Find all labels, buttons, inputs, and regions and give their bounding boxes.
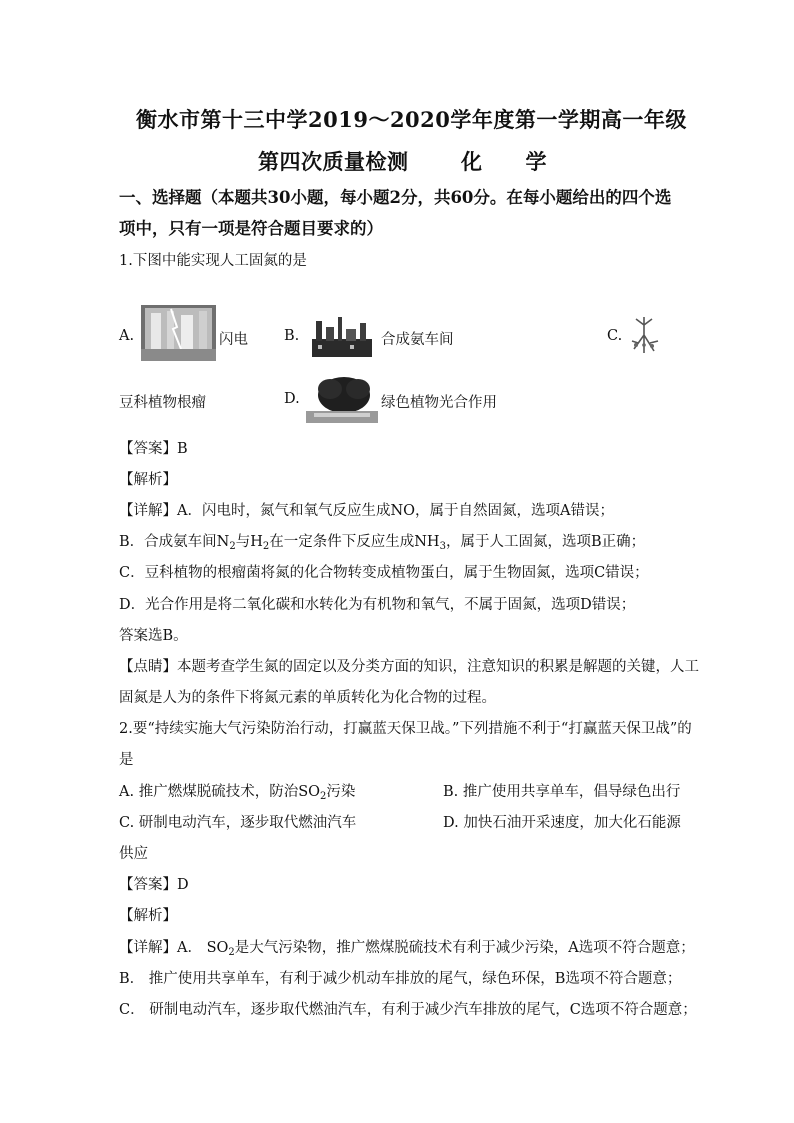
q2-stem-line-2: 是: [119, 752, 134, 768]
title-line-1: 衡水市第十三中学2019～2020学年度第一学期高一年级: [136, 107, 687, 132]
photosynthesis-plant-photo: [306, 373, 378, 423]
q1-option-b-text: 合成氨车间: [381, 332, 454, 348]
q1-option-c-letter: C.: [607, 328, 623, 344]
q2-analysis-heading: 【解析】: [119, 908, 177, 924]
q2-detail-a: 【详解】A． $SO_2$是大气污染物，推广燃煤脱硫技术有利于减少污染，A选项不符合题意；: [119, 940, 695, 958]
root-nodule-photo: [628, 315, 660, 355]
q1-option-d-text: 绿色植物光合作用: [381, 395, 497, 411]
q1-detail-a: 【详解】A．闪电时，氮气和氧气反应生成NO，属于自然固氮，选项A错误；: [119, 503, 615, 519]
q1-option-c-text: 豆科植物根瘤: [119, 395, 206, 411]
q1-detail-d: D．光合作用是将二氧化碳和水转化为有机物和氧气，不属于固氮，选项D错误；: [119, 597, 636, 613]
q2-option-a: A. 推广燃煤脱硫技术，防治$SO_2$污染: [119, 784, 356, 802]
q1-option-a-text: 闪电: [219, 332, 248, 348]
q1-stem: 1.下图中能实现人工固氮的是: [119, 253, 307, 269]
q1-detail-c: C．豆科植物的根瘤菌将氮的化合物转变成植物蛋白，属于生物固氮，选项C错误；: [119, 565, 649, 581]
q2-detail-c: C． 研制电动汽车，逐步取代燃油汽车，有利于减少汽车排放的尾气，C选项不符合题意；: [119, 1002, 697, 1018]
q1-option-a-letter: A.: [119, 328, 135, 344]
title-line-2: 第四次质量检测: [258, 149, 409, 174]
q2-option-d-line-2: 供应: [119, 846, 148, 862]
q1-option-b-letter: B.: [284, 328, 300, 344]
lightning-photo: [141, 305, 216, 361]
q2-detail-b: B． 推广使用共享单车，有利于减少机动车排放的尾气，绿色环保，B选项不符合题意；: [119, 971, 682, 987]
q1-answer: 【答案】B: [119, 441, 188, 457]
ammonia-plant-photo: [306, 313, 378, 357]
q1-conclusion: 答案选B。: [119, 628, 188, 644]
q2-option-c: C. 研制电动汽车，逐步取代燃油汽车: [119, 815, 357, 831]
q2-answer: 【答案】D: [119, 877, 189, 893]
q2-option-d-line-1: D. 加快石油开采速度，加大化石能源: [443, 815, 681, 831]
title-subject: 化 学: [461, 149, 547, 174]
section-heading-line-1: 一、选择题（本题共30小题，每小题2分，共60分。在每小题给出的四个选: [119, 188, 672, 207]
q2-stem-line-1: 2.要“持续实施大气污染防治行动，打赢蓝天保卫战。”下列措施不利于“打赢蓝天保卫战”的: [119, 721, 692, 737]
q2-option-b: B. 推广使用共享单车，倡导绿色出行: [443, 784, 681, 800]
q1-comment-line-2: 固氮是人为的条件下将氮元素的单质转化为化合物的过程。: [119, 690, 496, 706]
q1-analysis-heading: 【解析】: [119, 472, 177, 488]
q1-option-d-letter: D.: [284, 391, 300, 407]
section-heading-line-2: 项中，只有一项是符合题目要求的）: [119, 219, 383, 238]
q1-detail-b: B．合成氨车间$N_2$与$H_2$在一定条件下反应生成$NH_3$，属于人工固氮，选项B正确；: [119, 534, 646, 552]
q1-comment-line-1: 【点睛】本题考查学生氮的固定以及分类方面的知识，注意知识的积累是解题的关键，人工: [119, 659, 699, 675]
